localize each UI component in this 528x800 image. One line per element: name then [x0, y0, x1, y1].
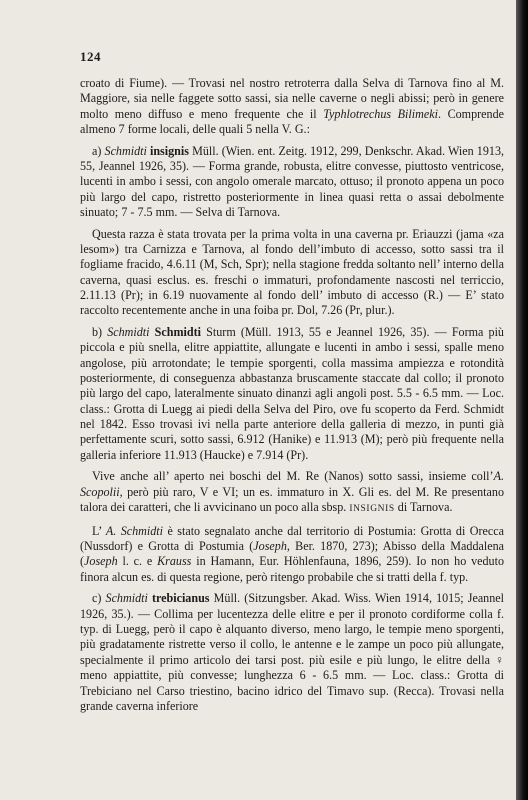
- text-run: Müll. (Sitzungsber. Akad. Wiss. Wien 1914, 1015; Jeannel 1926, 35.). — Collima per lucentezza delle elitre e per il pronoto cordiforme colla f. typ. di Luegg, però il capo è alquanto diverso, meno largo, le tempie meno sporgenti, più gradatamente ristrette verso il collo, le antenne e le zampe un poco più allungate, specialmente il primo articolo dei tarsi post. più esile e più lungo, le elitre della ♀ meno appiattite, più convesse; lunghezza 6 - 6.5 mm. — Loc. class.: Grotta di Trebiciano nel Carso triestino, bacino idrico del Timavo sup. (Recca). Trovasi nella grande caverna inferiore: [80, 591, 505, 713]
- paragraph: [80, 144, 504, 221]
- italic-term: Typhlotrechus Bilimeki: [323, 106, 438, 121]
- body-text: [80, 76, 504, 720]
- text-run: c): [92, 591, 106, 606]
- page-number: 124: [80, 49, 101, 64]
- paragraph: [80, 524, 504, 585]
- text-run: , però più raro, V e VI; un es. immaturo in X. Gli es. del M. Re presentano talora dei caratteri, che li avvicinano un poco alla sbsp.: [80, 484, 504, 515]
- italic-term: Joseph: [84, 554, 118, 569]
- species-name: Schmidti: [104, 143, 147, 158]
- italic-term: Krauss: [157, 554, 192, 569]
- smallcaps-term: INSIGNIS: [349, 504, 395, 515]
- text-run: Questa razza è stata trovata per la prima volta in una caverna pr. Eriauzzi (jama «za lesom») tra Carnizza e Tarnova, al fondo dell’imbuto di accesso, sotto sassi tra il fogliame fracido, 4.6.11 (M, Sch, Spr); nella stagione fredda soltanto nell’ interno della caverna, quasi esclus. es. freschi o immaturi, profondamente nascosti nel terriccio, 2.11.13 (Pr); in 6.19 nuovamente al fondo dell’ imbuto di accesso (R.) — E’ stato raccolto recentemente anche in una foiba pr. Dol, 7.26 (Pr, plur.).: [80, 226, 504, 318]
- text-run: Müll. (Wien. ent. Zeitg. 1912, 299, Denkschr. Akad. Wien 1913, 55, Jeannel 1926, 35). — Forma grande, robusta, elitre convesse, piuttosto ventricose, lucenti in ambo i sessi, con angolo omerale marcato, ottuso; il pronoto appena un poco più largo del capo, ristretto posteriormente in linea quasi retta o assai debolmente sinuato; 7 - 7.5 mm. — Selva di Tarnova.: [80, 143, 505, 220]
- paragraph: [80, 76, 504, 137]
- text-run: b): [92, 325, 108, 340]
- page-edge-shadow: [516, 0, 528, 800]
- species-name: Schmidti: [107, 325, 150, 340]
- italic-term: Joseph: [253, 539, 287, 554]
- species-name: Schmidti: [105, 591, 148, 606]
- subspecies-name: trebicianus: [147, 591, 210, 606]
- text-run: . Comprende almeno 7 forme locali, delle quali 5 nella V. G.:: [80, 106, 504, 137]
- paragraph: [80, 227, 504, 319]
- text-run: di Tarnova.: [394, 500, 453, 515]
- italic-term: A. Schmidti: [105, 523, 164, 538]
- text-run: L’: [92, 523, 106, 538]
- text-run: Vive anche all’ aperto nei boschi del M. Re (Nanos) sotto sassi, insieme coll’: [92, 469, 494, 484]
- paragraph: [80, 469, 504, 517]
- text-run: Sturm (Müll. 1913, 55 e Jeannel 1926, 35). — Forma più piccola e più snella, elitre appiattite, allungate e lucenti in ambo i sessi, spalle meno angolose, più arrotondate; le tempie sporgenti, colla massima ampiezza e rotondità posteriormente, di conseguenza abbastanza bruscamente staccate dal collo; il pronoto più largo del capo, lateralmente sinuato dinanzi agli angoli post. 5.5 - 6.5 mm. — Loc. class.: Grotta di Luegg ai piedi della Selva del Piro, ove fu scoperto da Ferd. Schmidt nel 1842. Esso trovasi ivi nella parte anteriore della galleria di mezzo, in punti già perfettamente scuri, sotto sassi, 6.912 (Hanike) e 11.913 (M); però più frequente nella galleria inferiore 11.913 (Haucke) e 7.914 (Pr).: [80, 325, 504, 462]
- text-run: è stato segnalato anche dal territorio di Postumia: Grotta di Orecca (Nussdorf) e Grotta di Postumia (: [80, 523, 504, 554]
- text-run: a): [92, 143, 105, 158]
- text-run: in Hamann, Eur. Höhlenfauna, 1896, 259). Io non ho veduto finora alcun es. di questa regione, però ritengo probabile che si tratti della f. typ.: [80, 554, 504, 584]
- text-run: croato di Fiume). — Trovasi nel nostro retroterra dalla Selva di Tarnova fino al M. Maggiore, sia nelle faggete sotto sassi, sia nelle caverne o negli abissi; però in genere molto meno diffuso e meno frequente che il: [80, 76, 504, 121]
- subspecies-name: insignis: [146, 143, 189, 158]
- italic-term: A. Scopolii: [80, 469, 504, 499]
- paragraph: [80, 591, 504, 714]
- text-run: l. c. e: [117, 554, 158, 569]
- subspecies-name: Schmidti: [149, 325, 202, 340]
- text-run: , Ber. 1870, 273); Abisso della Maddalena (: [80, 539, 504, 569]
- paragraph: [80, 325, 504, 463]
